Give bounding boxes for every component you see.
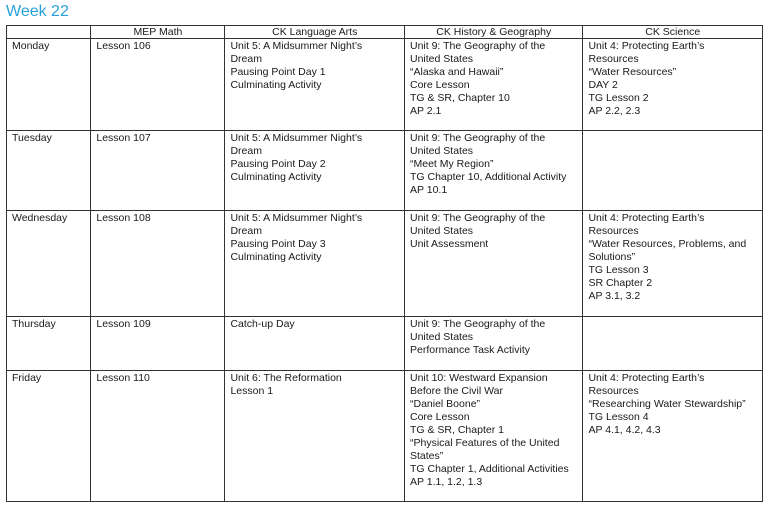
cell-line: United States <box>410 331 474 343</box>
cell-line: Lesson 109 <box>96 318 151 330</box>
cell-science <box>583 39 763 131</box>
cell-day <box>7 371 91 502</box>
cell-line: “Daniel Boone” <box>410 398 481 410</box>
cell-line: Culminating Activity <box>230 171 322 183</box>
cell-line: Core Lesson <box>410 79 470 91</box>
cell-line: SR Chapter 2 <box>588 277 653 289</box>
cell-line: United States <box>410 53 474 65</box>
cell-line: AP 3.1, 3.2 <box>588 290 641 302</box>
cell-math <box>91 131 225 211</box>
header-science: CK Science <box>583 26 763 39</box>
cell-line: Unit 10: Westward Expansion <box>410 372 548 384</box>
cell-line: Unit 9: The Geography of the <box>410 40 546 52</box>
cell-line: Unit 4: Protecting Earth’s <box>588 372 705 384</box>
cell-line: AP 1.1, 1.2, 1.3 <box>410 476 483 488</box>
cell-line: Before the Civil War <box>410 385 503 397</box>
cell-line: Tuesday <box>12 132 52 144</box>
header-math: MEP Math <box>91 26 225 39</box>
cell-line: “Alaska and Hawaii” <box>410 66 504 78</box>
header-history-geography: CK History & Geography <box>405 26 583 39</box>
cell-language-arts <box>225 371 405 502</box>
cell-line: States” <box>410 450 444 462</box>
cell-line: TG Chapter 1, Additional Activities <box>410 463 569 475</box>
cell-day <box>7 39 91 131</box>
cell-line: Resources <box>588 385 639 397</box>
cell-math <box>91 211 225 317</box>
header-language-arts: CK Language Arts <box>225 26 405 39</box>
cell-line: “Water Resources, Problems, and <box>588 238 747 250</box>
cell-line: Lesson 1 <box>230 385 274 397</box>
cell-line: Dream <box>230 53 262 65</box>
cell-line: Performance Task Activity <box>410 344 531 356</box>
cell-history-geography <box>405 211 583 317</box>
cell-day <box>7 317 91 371</box>
table-row <box>7 317 763 371</box>
cell-line: Culminating Activity <box>230 251 322 263</box>
cell-line: Monday <box>12 40 50 52</box>
cell-line: Thursday <box>12 318 56 330</box>
cell-line: Lesson 110 <box>96 372 150 384</box>
cell-math <box>91 371 225 502</box>
page-title: Week 22 <box>6 3 69 20</box>
cell-line: “Researching Water Stewardship” <box>588 398 746 410</box>
cell-history-geography <box>405 131 583 211</box>
cell-line: “Physical Features of the United <box>410 437 560 449</box>
cell-line: Lesson 107 <box>96 132 151 144</box>
table-row <box>7 211 763 317</box>
table-row <box>7 371 763 502</box>
cell-line: Unit 4: Protecting Earth’s <box>588 40 705 52</box>
cell-line: AP 4.1, 4.2, 4.3 <box>588 424 661 436</box>
cell-line: Unit Assessment <box>410 238 489 250</box>
cell-line: AP 2.2, 2.3 <box>588 105 641 117</box>
cell-line: Unit 5: A Midsummer Night’s <box>230 40 363 52</box>
cell-line: Wednesday <box>12 212 68 224</box>
cell-line: Culminating Activity <box>230 79 322 91</box>
cell-language-arts <box>225 211 405 317</box>
cell-language-arts <box>225 131 405 211</box>
cell-line: Unit 9: The Geography of the <box>410 132 546 144</box>
cell-line: Friday <box>12 372 42 384</box>
cell-math <box>91 39 225 131</box>
cell-line: Pausing Point Day 3 <box>230 238 326 250</box>
cell-day <box>7 211 91 317</box>
cell-line: Dream <box>230 225 262 237</box>
cell-line: United States <box>410 225 474 237</box>
cell-science <box>583 317 763 371</box>
header-day <box>7 26 91 39</box>
cell-line: AP 10.1 <box>410 184 448 196</box>
cell-language-arts <box>225 317 405 371</box>
cell-line: Unit 6: The Reformation <box>230 372 342 384</box>
cell-line: Unit 5: A Midsummer Night’s <box>230 212 363 224</box>
cell-line: TG Lesson 4 <box>588 411 649 423</box>
cell-line: Unit 4: Protecting Earth’s <box>588 212 705 224</box>
cell-line: Lesson 106 <box>96 40 151 52</box>
cell-science <box>583 371 763 502</box>
cell-line: Pausing Point Day 1 <box>230 66 326 78</box>
cell-history-geography <box>405 317 583 371</box>
cell-history-geography <box>405 39 583 131</box>
cell-day <box>7 131 91 211</box>
schedule-table <box>6 25 763 502</box>
cell-line: Solutions” <box>588 251 636 263</box>
cell-line: TG Chapter 10, Additional Activity <box>410 171 567 183</box>
cell-line: Unit 9: The Geography of the <box>410 318 546 330</box>
cell-line: Pausing Point Day 2 <box>230 158 326 170</box>
cell-line: “Water Resources” <box>588 66 677 78</box>
cell-language-arts <box>225 39 405 131</box>
cell-line: “Meet My Region” <box>410 158 494 170</box>
cell-line: Lesson 108 <box>96 212 151 224</box>
cell-history-geography <box>405 371 583 502</box>
cell-line: Dream <box>230 145 262 157</box>
cell-science <box>583 131 763 211</box>
cell-line: TG Lesson 2 <box>588 92 649 104</box>
cell-line: Unit 9: The Geography of the <box>410 212 546 224</box>
cell-line: TG & SR, Chapter 1 <box>410 424 504 436</box>
cell-science <box>583 211 763 317</box>
cell-line: TG & SR, Chapter 10 <box>410 92 510 104</box>
cell-math <box>91 317 225 371</box>
cell-line: DAY 2 <box>588 79 618 91</box>
cell-line: United States <box>410 145 474 157</box>
cell-line: Resources <box>588 225 639 237</box>
cell-line: Catch-up Day <box>230 318 295 330</box>
cell-line: TG Lesson 3 <box>588 264 649 276</box>
header-row <box>7 26 763 39</box>
cell-line: Resources <box>588 53 639 65</box>
cell-line: AP 2.1 <box>410 105 442 117</box>
cell-line: Core Lesson <box>410 411 470 423</box>
cell-line: Unit 5: A Midsummer Night’s <box>230 132 363 144</box>
table-row <box>7 131 763 211</box>
table-row <box>7 39 763 131</box>
